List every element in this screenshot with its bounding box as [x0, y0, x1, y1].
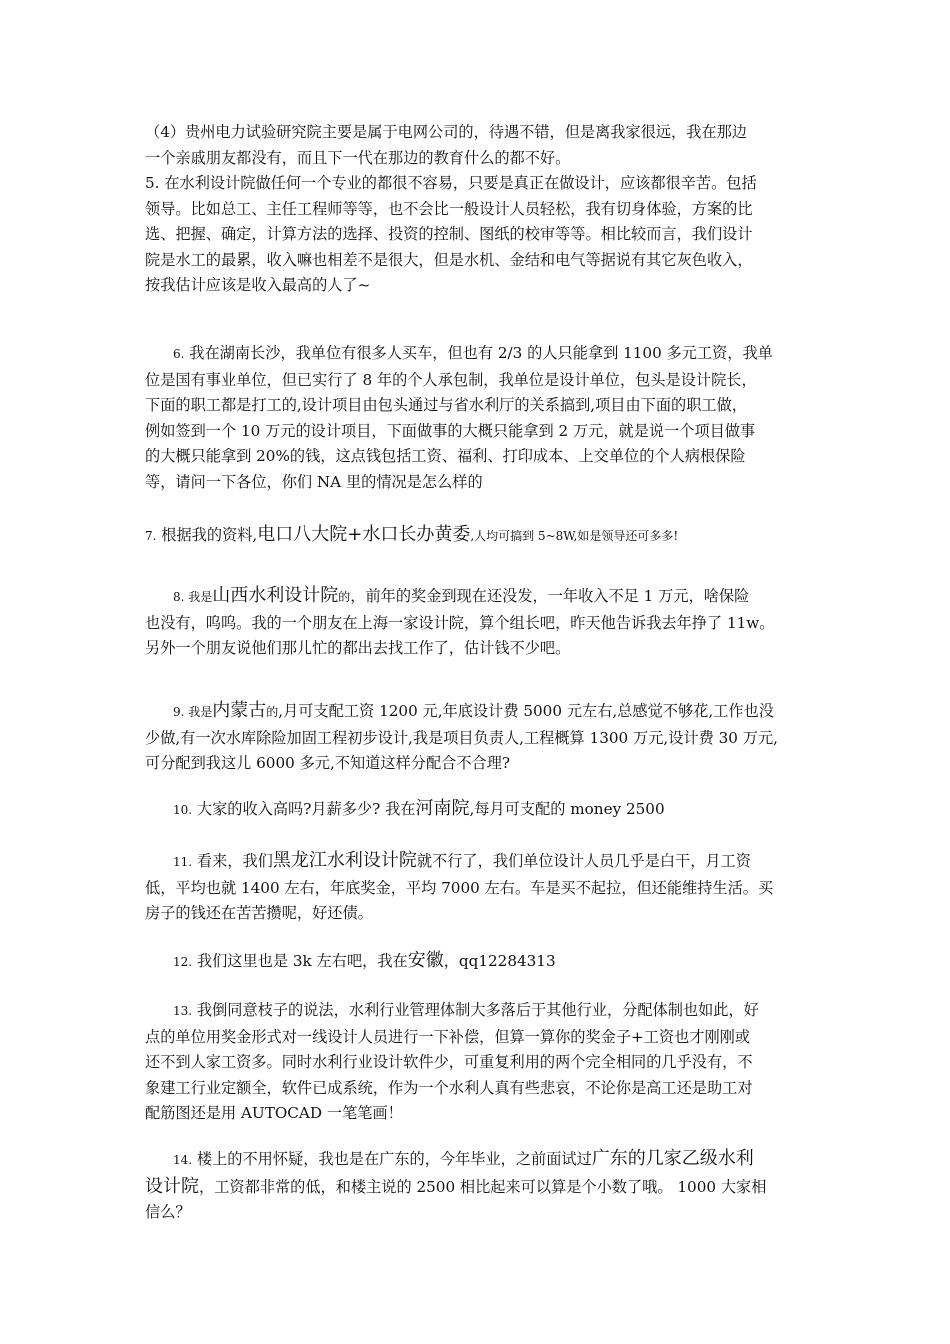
- text-line: （4）贵州电力试验研究院主要是属于电网公司的，待遇不错，但是离我家很远，我在那边: [145, 123, 747, 141]
- text-line: 一个亲戚朋友都没有，而且下一代在那边的教育什么的都不好。: [145, 148, 571, 167]
- text-line: 例如签到一个 10 万元的设计项目，下面做事的大概只能拿到 2 万元，就是说一个项目做事: [145, 421, 756, 440]
- text-line: 等，请问一下各位，你们 NA 里的情况是怎么样的: [145, 472, 483, 491]
- text-line: 可分配到我这儿 6000 多元,不知道这样分配合不合理?: [145, 754, 511, 772]
- text-line: 14. 楼上的不用怀疑，我也是在广东的，今年毕业，之前面试过广东的几家乙级水利: [173, 1148, 754, 1169]
- paragraph-14: [145, 1146, 811, 1226]
- text-line: 7. 根据我的资料,电口八大院+水口长办黄委,人均可搞到 5~8W,如是领导还可多多!: [145, 524, 679, 545]
- text-line: 院是水工的最累，收入嘛也相差不是很大，但是水机、金结和电气等据说有其它灰色收入，: [145, 250, 753, 269]
- text-line: 位是国有事业单位，但已实行了 8 年的个人承包制，我单位是设计单位，包头是设计院长，: [145, 370, 757, 389]
- text-line: 13. 我倒同意枝子的说法，水利行业管理体制大多落后于其他行业，分配体制也如此，好: [173, 1001, 759, 1019]
- paragraph-13: [145, 998, 811, 1127]
- text-line: 下面的职工都是打工的,设计项目由包头通过与省水利厅的关系搞到,项目由下面的职工做，: [145, 396, 747, 414]
- text-line: 8. 我是山西水利设计院的，前年的奖金到现在还没发，一年收入不足 1 万元，啥保险: [173, 585, 750, 606]
- text-line: 象建工行业定额全，软件已成系统，作为一个水利人真有些悲哀，不论你是高工还是助工对: [145, 1078, 753, 1097]
- text-line: 10. 大家的收入高吗?月薪多少? 我在河南院,每月可支配的 money 2500: [173, 798, 665, 819]
- text-line: 设计院，工资都非常的低，和楼主说的 2500 相比起来可以算是个小数了哦。 1000 大家相: [145, 1175, 767, 1197]
- text-line: 5. 在水利设计院做任何一个专业的都很不容易，只要是真正在做设计，应该都很辛苦。包括: [145, 174, 757, 192]
- text-line: 的大概只能拿到 20%的钱，这点钱包括工资、福利、打印成本、上交单位的个人病根保险: [145, 447, 746, 465]
- paragraph-4-5: [145, 120, 811, 299]
- text-line: 领导。比如总工、主任工程师等等，也不会比一般设计人员轻松，我有切身体验，方案的比: [145, 199, 753, 218]
- text-line: 少做,有一次水库除险加固工程初步设计,我是项目负责人,工程概算 1300 万元,设计费 30 万元,: [145, 728, 778, 747]
- text-line: 12. 我们这里也是 3k 左右吧，我在安徽，qq12284313: [173, 950, 556, 971]
- paragraph-6: [145, 341, 811, 495]
- text-line: 6. 我在湖南长沙，我单位有很多人买车，但也有 2/3 的人只能拿到 1100 多元工资，我单: [173, 344, 773, 362]
- paragraph-12: [145, 948, 811, 976]
- text-line: 11. 看来，我们黑龙江水利设计院就不行了，我们单位设计人员几乎是白干，月工资: [173, 850, 751, 871]
- text-line: 选、把握、确定，计算方法的选择、投资的控制、图纸的校审等等。相比较而言，我们设计: [145, 225, 753, 243]
- text-line: 另外一个朋友说他们那儿忙的都出去找工作了，估计钱不少吧。: [145, 639, 571, 657]
- paragraph-10: [145, 796, 811, 824]
- text-line: 按我估计应该是收入最高的人了~: [145, 276, 371, 294]
- text-line: 9. 我是内蒙古的,月可支配工资 1200 元,年底设计费 5000 元左右,总感觉不够花,工作也没: [173, 700, 774, 721]
- text-line: 房子的钱还在苦苦攒呢，好还债。: [145, 904, 373, 922]
- text-line: 低，平均也就 1400 左右，年底奖金，平均 7000 左右。车是买不起拉，但还能维持生活。买: [145, 878, 774, 897]
- paragraph-8: [145, 583, 811, 662]
- text-line: 配筋图还是用 AUTOCAD 一笔笔画！: [145, 1104, 403, 1122]
- text-line: 信么？: [145, 1203, 191, 1221]
- text-line: 点的单位用奖金形式对一线设计人员进行一下补偿，但算一算你的奖金子+工资也才刚刚或: [145, 1027, 751, 1046]
- paragraph-11: [145, 848, 811, 927]
- paragraph-9: [145, 698, 811, 777]
- text-line: 也没有，呜呜。我的一个朋友在上海一家设计院，算个组长吧，昨天他告诉我去年挣了 11w。: [145, 613, 775, 632]
- text-line: 还不到人家工资多。同时水利行业设计软件少，可重复利用的两个完全相同的几乎没有，不: [145, 1053, 753, 1071]
- paragraph-7: [145, 522, 811, 550]
